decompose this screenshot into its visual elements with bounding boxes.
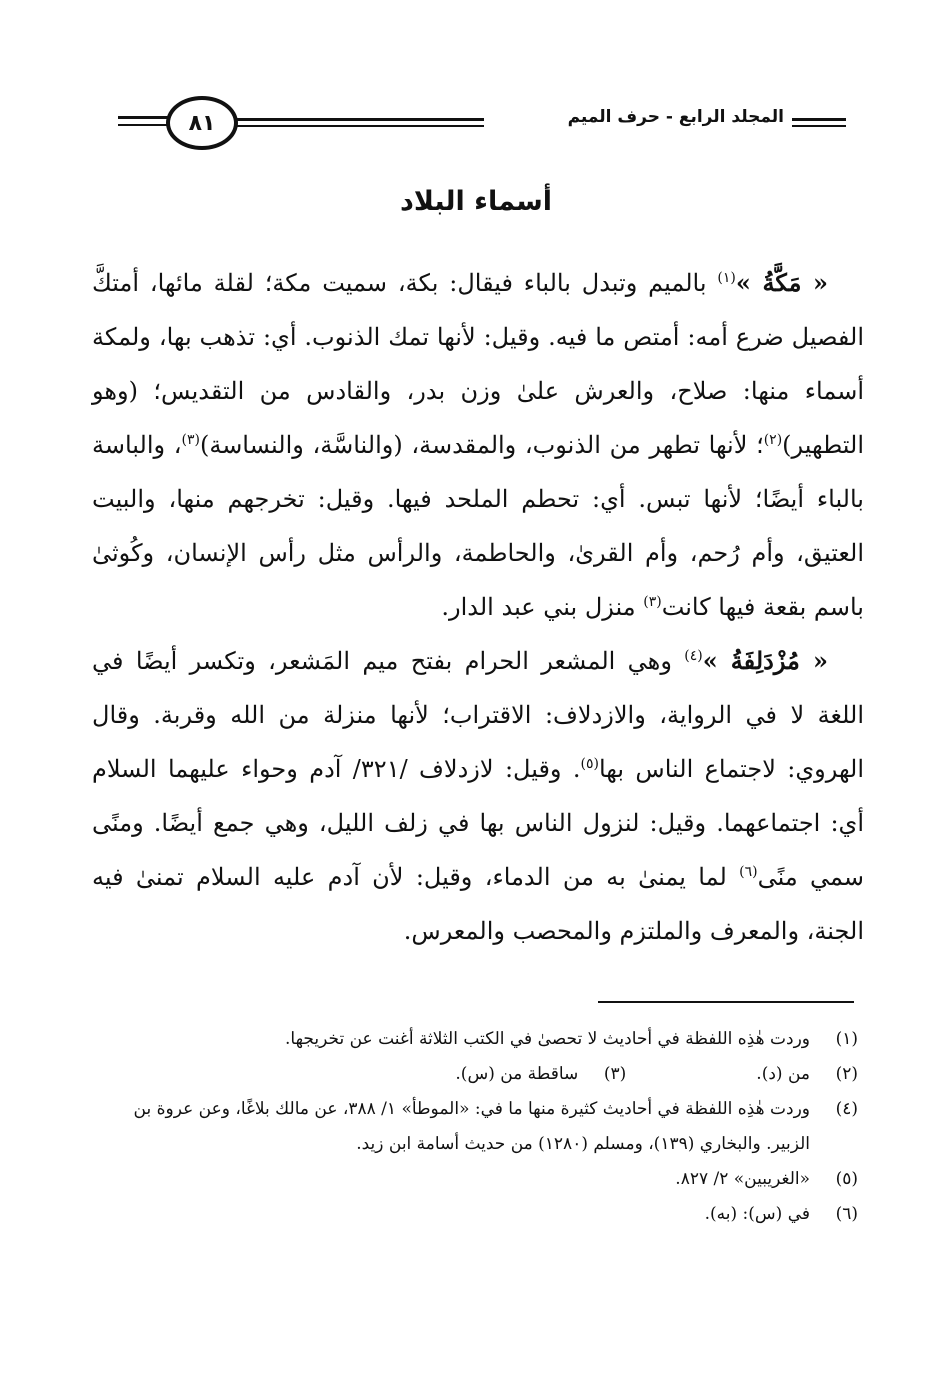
page-number: ٨١	[188, 110, 216, 136]
page-number-oval	[166, 96, 238, 150]
footnote-text: وردت هٰذِه اللفظة في أحاديث لا تحصىٰ في الكتب الثلاثة أغنت عن تخريجها.	[285, 1029, 810, 1049]
paragraph-text: بالميم وتبدل بالباء فيقال: بكة، سميت مكة؛ لقلة مائها، أمتكَّ الفصيل ضرع أمه: أمتص ما فيه. وقيل: لأنها تمك الذنوب. أي: تذهب بها، ولمكة أسماء منها: صلاح، والعرش علىٰ وزن بدر، والقادس من التقديس؛ (وهو التطهير)	[92, 269, 864, 459]
footnote-6	[130, 1197, 858, 1232]
running-header-title: المجلد الرابع - حرف الميم	[564, 107, 788, 127]
paragraph-text: . وقيل: لازدلاف /٣٢١/ آدم وحواء عليهما السلام أي: اجتماعهما. وقيل: لنزول الناس بها في زلف الليل، وهي جمع أيضًا. ومنًى سمي منًى	[92, 755, 865, 891]
footnote-number: (٥)	[835, 1169, 858, 1189]
footnote-4	[130, 1092, 858, 1162]
section-title: أسماء البلاد	[399, 186, 553, 217]
running-header	[118, 92, 846, 156]
footnote-number: (١)	[835, 1029, 858, 1049]
footnote-separator	[598, 1001, 854, 1003]
footnote-number: (٦)	[835, 1204, 858, 1224]
header-rule-middle-thin	[228, 125, 484, 127]
footnote-ref: (٣)	[643, 594, 662, 610]
paragraph-text: ؛ لأنها تطهر من الذنوب، والمقدسة، (والناسَّة، والنساسة)	[199, 431, 764, 459]
footnote-ref: (٢)	[763, 432, 783, 448]
footnote-text: في (س): (به).	[704, 1204, 810, 1224]
footnotes	[130, 1022, 858, 1232]
paragraph-makkah	[92, 256, 864, 634]
footnote-3	[455, 1057, 626, 1092]
paragraph-text: وهي المشعر الحرام بفتح ميم المَشعر، وتكسر أيضًا في اللغة لا في الرواية، والازدلاف: الاقتراب؛ لأنها منزلة من الله وقربة. وقال الهروي: لاجتماع الناس بها	[92, 647, 865, 783]
headword-makkah: « مَكَّةُ »	[735, 268, 828, 297]
paragraph-text: ، والباسة بالباء أيضًا؛ لأنها تبس. أي: تحطم الملحد فيها. وقيل: تخرجهم منها، والبيت العتيق، وأم رُحم، وأم القرىٰ، والحاطمة، والرأس مثل رأس الإنسان، وكُوثىٰ باسم بقعة فيها كانت	[92, 431, 864, 621]
footnote-ref: (٤)	[684, 648, 703, 664]
footnote-ref: (٦)	[739, 864, 758, 880]
headword-muzdalifah: « مُزْدَلِفَةُ »	[702, 646, 828, 675]
footnote-ref: (٥)	[580, 756, 599, 772]
footnote-text: ساقطة من (س).	[455, 1064, 579, 1084]
footnote-number: (٤)	[835, 1099, 858, 1119]
header-rule-right-thin	[792, 125, 846, 127]
paragraph-text: لما يمنىٰ به من الدماء، وقيل: لأن آدم عليه السلام تمنىٰ فيه الجنة، والمعرف والملتزم والمحصب والمعرس.	[92, 863, 864, 945]
paragraph-text: منزل بني عبد الدار.	[441, 593, 644, 621]
footnote-text: «الغريبين» ٢/ ٨٢٧.	[675, 1169, 810, 1189]
paragraph-muzdalifah	[92, 634, 864, 958]
footnote-number: (٢)	[835, 1064, 858, 1084]
footnote-2	[756, 1057, 858, 1092]
footnote-5	[130, 1162, 858, 1197]
footnote-text: من (د).	[756, 1064, 810, 1084]
footnote-1	[130, 1022, 858, 1057]
header-rule-middle	[228, 118, 484, 121]
footnote-ref: (٣)	[181, 432, 200, 448]
footnote-number: (٣)	[603, 1064, 627, 1084]
footnote-ref: (١)	[717, 270, 736, 286]
header-rule-right	[792, 118, 846, 121]
body-text	[92, 256, 864, 958]
footnote-text: وردت هٰذِه اللفظة في أحاديث كثيرة منها ما في: «الموطأ» ١/ ٣٨٨، عن مالك بلاغًا، وعن عروة بن الزبير. والبخاري (١٣٩)، ومسلم (١٢٨٠) من حديث أسامة ابن زيد.	[133, 1099, 810, 1154]
footnote-row	[130, 1057, 858, 1092]
